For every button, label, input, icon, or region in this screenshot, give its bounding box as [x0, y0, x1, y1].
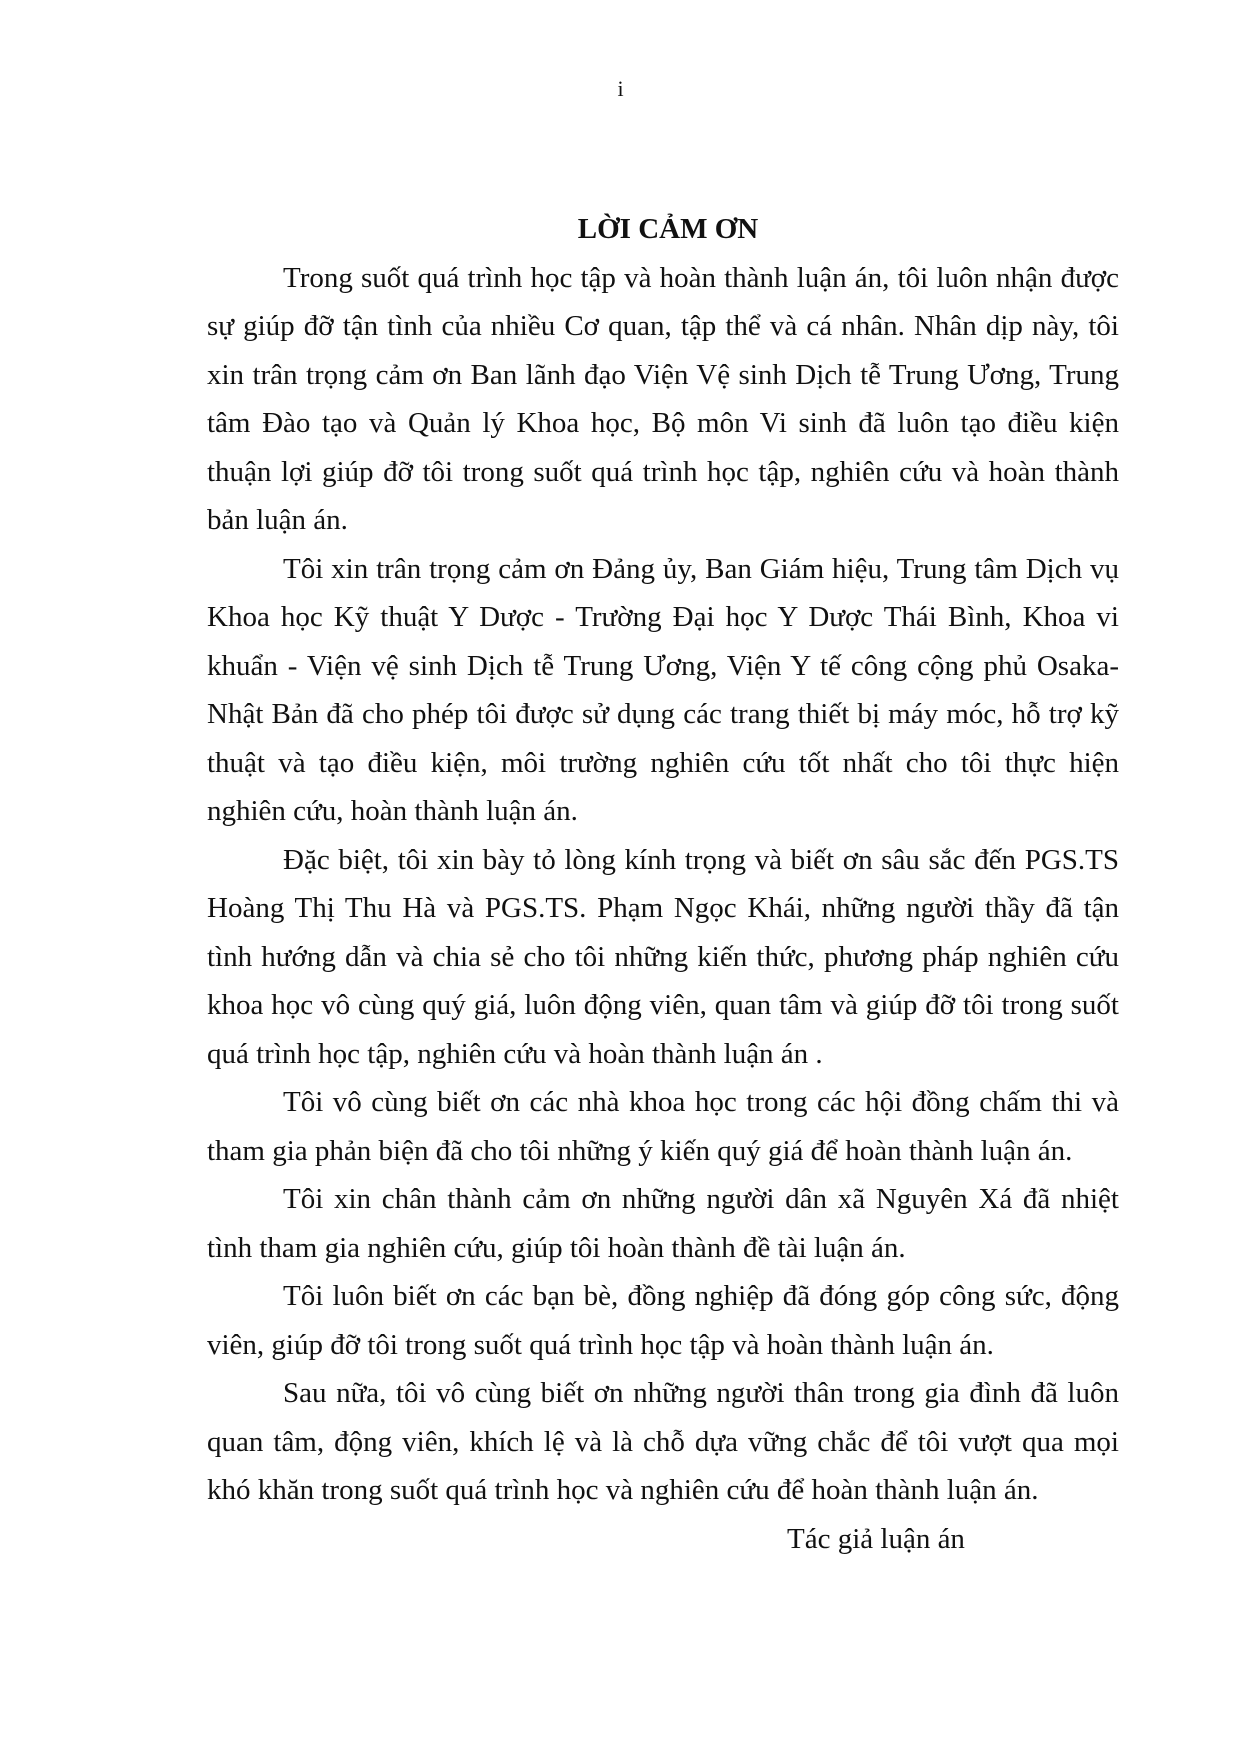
document-body: [207, 205, 1119, 1563]
paragraph-7: Sau nữa, tôi vô cùng biết ơn những người thân trong gia đình đã luôn quan tâm, động viên, khích lệ và là chỗ dựa vững chắc để tôi vượt qua mọi khó khăn trong suốt quá trình học và nghiên cứu để hoàn thành luận án.: [207, 1377, 1119, 1506]
paragraph-1: Trong suốt quá trình học tập và hoàn thành luận án, tôi luôn nhận được sự giúp đỡ tận tình của nhiều Cơ quan, tập thể và cá nhân. Nhân dịp này, tôi xin trân trọng cảm ơn Ban lãnh đạo Viện Vệ sinh Dịch tễ Trung Ương, Trung tâm Đào tạo và Quản lý Khoa học, Bộ môn Vi sinh đã luôn tạo điều kiện thuận lợi giúp đỡ tôi trong suốt quá trình học tập, nghiên cứu và hoàn thành bản luận án.: [207, 261, 1119, 536]
page-title: LỜI CẢM ƠN: [577, 213, 759, 245]
paragraph-4: Tôi vô cùng biết ơn các nhà khoa học trong các hội đồng chấm thi và tham gia phản biện đã cho tôi những ý kiến quý giá để hoàn thành luận án.: [207, 1086, 1119, 1167]
page-number: i: [617, 76, 624, 101]
paragraph-2: Tôi xin trân trọng cảm ơn Đảng ủy, Ban Giám hiệu, Trung tâm Dịch vụ Khoa học Kỹ thuật Y Dược - Trường Đại học Y Dược Thái Bình, Khoa vi khuẩn - Viện vệ sinh Dịch tễ Trung Ương, Viện Y tế công cộng phủ Osaka-Nhật Bản đã cho phép tôi được sử dụng các trang thiết bị máy móc, hỗ trợ kỹ thuật và tạo điều kiện, môi trường nghiên cứu tốt nhất cho tôi thực hiện nghiên cứu, hoàn thành luận án.: [207, 552, 1119, 827]
paragraph-5: Tôi xin chân thành cảm ơn những người dân xã Nguyên Xá đã nhiệt tình tham gia nghiên cứu, giúp tôi hoàn thành đề tài luận án.: [207, 1183, 1119, 1264]
paragraph-6: Tôi luôn biết ơn các bạn bè, đồng nghiệp đã đóng góp công sức, động viên, giúp đỡ tôi trong suốt quá trình học tập và hoàn thành luận án.: [207, 1280, 1119, 1361]
author-signature-line: Tác giả luận án: [787, 1522, 965, 1555]
paragraph-3: Đặc biệt, tôi xin bày tỏ lòng kính trọng và biết ơn sâu sắc đến PGS.TS Hoàng Thị Thu Hà và PGS.TS. Phạm Ngọc Khái, những người thầy đã tận tình hướng dẫn và chia sẻ cho tôi những kiến thức, phương pháp nghiên cứu khoa học vô cùng quý giá, luôn động viên, quan tâm và giúp đỡ tôi trong suốt quá trình học tập, nghiên cứu và hoàn thành luận án .: [207, 843, 1119, 1070]
